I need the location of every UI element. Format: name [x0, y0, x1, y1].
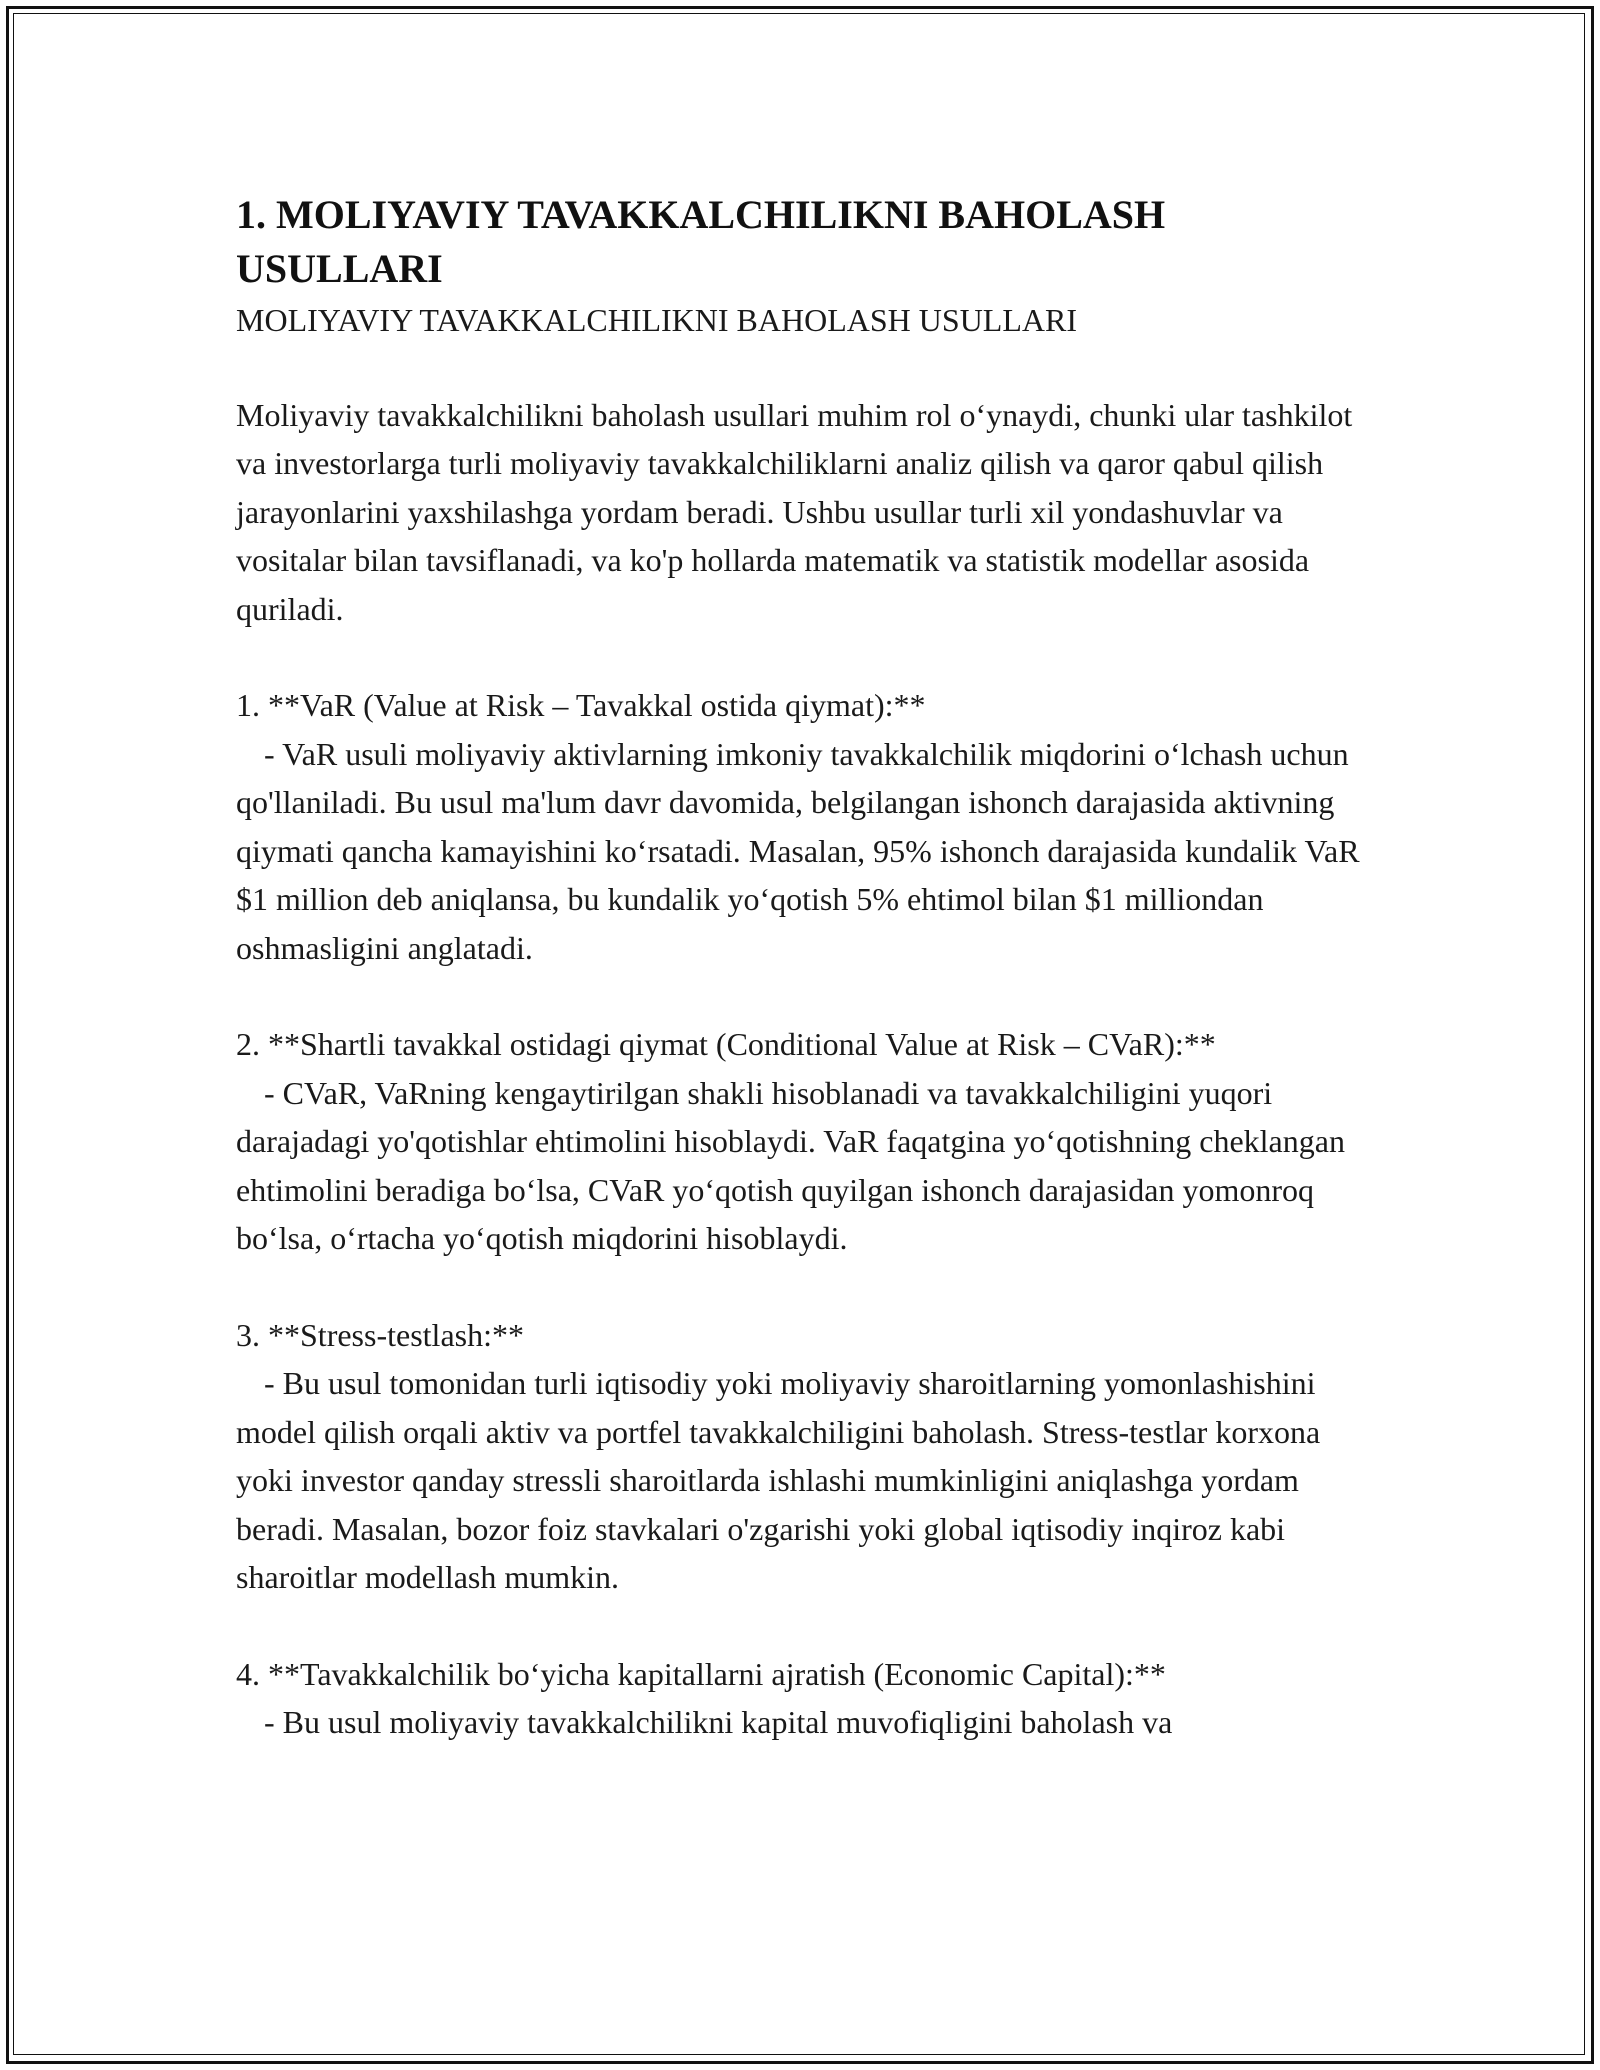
section-body: - Bu usul moliyaviy tavakkalchilikni kapital muvofiqligini baholash va [264, 1704, 1173, 1740]
section-body: - CVaR, VaRning kengaytirilgan shakli hisoblanadi va tavakkalchiligini yuqori darajadagi yo'qotishlar ehtimolini hisoblaydi. VaR faqatgina yo‘qotishning cheklangan ehtimolini beradiga bo‘lsa, CVaR yo‘qotish quyilgan ishonch darajasidan yomonroq bo‘lsa, o‘rtacha yo‘qotish miqdorini hisoblaydi. [236, 1074, 1353, 1256]
intro-paragraph: Moliyaviy tavakkalchilikni baholash usullari muhim rol o‘ynaydi, chunki ular tashkilot va investorlarga turli moliyaviy tavakkalchiliklarni analiz qilish va qaror qabul qilish jarayonlarini yaxshilashga yordam beradi. Ushbu usullar turli xil yondashuvlar va vositalar bilan tavsiflanadi, va ko'p hollarda matematik va statistik modellar asosida quriladi. [236, 396, 1361, 627]
document-subtitle: MOLIYAVIY TAVAKKALCHILIKNI BAHOLASH USULLARI [236, 302, 1077, 338]
section-title: 3. **Stress-testlash:** [236, 1316, 524, 1353]
document-content [236, 188, 1376, 1747]
section-body: - Bu usul tomonidan turli iqtisodiy yoki moliyaviy sharoitlarning yomonlashishini model qilish orqali aktiv va portfel tavakkalchiligini baholash. Stress-testlar korxona yoki investor qanday stressli sharoitlarda ishlashi mumkinligini aniqlashga yordam beradi. Masalan, bozor foiz stavkalari o'zgarishi yoki global iqtisodiy inqiroz kabi sharoitlar modellash mumkin. [236, 1365, 1329, 1595]
section-cvar [236, 1020, 1376, 1263]
section-body: - VaR usuli moliyaviy aktivlarning imkoniy tavakkalchilik miqdorini o‘lchash uchun qo'llaniladi. Bu usul ma'lum davr davomida, belgilangan ishonch darajasida aktivning qiymati qancha kamayishini ko‘rsatadi. Masalan, 95% ishonch darajasida kundalik VaR $1 million deb aniqlansa, bu kundalik yo‘qotish 5% ehtimol bilan $1 milliondan oshmasligini anglatadi. [236, 735, 1368, 966]
section-stress-testing [236, 1311, 1376, 1602]
section-title: 4. **Tavakkalchilik bo‘yicha kapitallarni ajratish (Economic Capital):** [236, 1655, 1166, 1692]
section-economic-capital [236, 1650, 1376, 1747]
section-title: 2. **Shartli tavakkal ostidagi qiymat (Conditional Value at Risk – CVaR):** [236, 1026, 1216, 1062]
section-title: 1. **VaR (Value at Risk – Tavakkal ostida qiymat):** [236, 687, 926, 723]
section-var [236, 681, 1376, 972]
document-heading: 1. MOLIYAVIY TAVAKKALCHILIKNI BAHOLASH USULLARI [236, 192, 1166, 291]
